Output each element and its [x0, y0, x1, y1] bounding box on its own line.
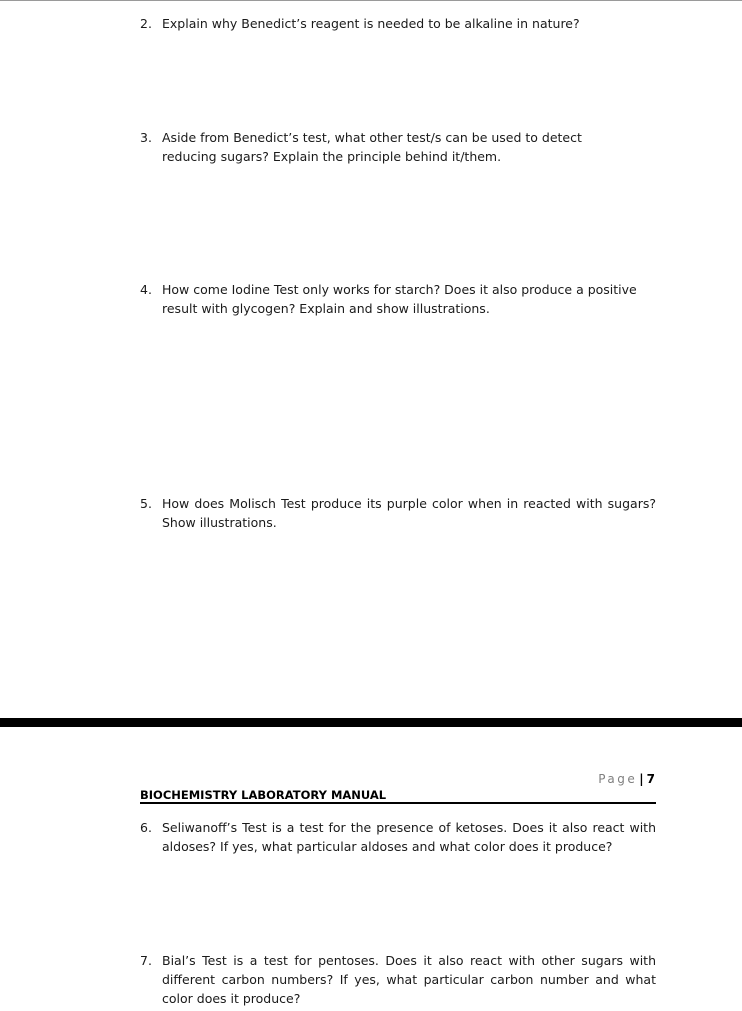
- question-text: How come Iodine Test only works for starch? Does it also produce a positive result with glycogen? Explain and show illustrations.: [162, 282, 637, 316]
- question-text: Seliwanoff’s Test is a test for the presence of ketoses. Does it also react with aldoses? If yes, what particular aldoses and what color does it produce?: [162, 820, 656, 854]
- question-3: [140, 128, 636, 166]
- question-number: 7.: [140, 953, 152, 968]
- question-text: Bial’s Test is a test for pentoses. Does it also react with other sugars with different carbon numbers? If yes, what particular carbon number and what color does it produce?: [162, 953, 656, 1006]
- page-number-label: [598, 772, 655, 786]
- question-number: 6.: [140, 820, 152, 835]
- question-2: [140, 14, 656, 33]
- question-6: [140, 818, 656, 856]
- question-number: 5.: [140, 496, 152, 511]
- question-4: [140, 280, 640, 318]
- page-number: 7: [646, 772, 655, 786]
- question-5: [140, 494, 656, 532]
- top-page-edge: [0, 0, 742, 1]
- question-number: 3.: [140, 130, 152, 145]
- manual-title: BIOCHEMISTRY LABORATORY MANUAL: [140, 788, 387, 802]
- question-text: How does Molisch Test produce its purple color when in reacted with sugars? Show illustrations.: [162, 496, 656, 530]
- page-break-bar: [0, 718, 742, 727]
- page-word: Page: [598, 772, 638, 786]
- page-separator: |: [639, 772, 644, 786]
- question-text: Aside from Benedict’s test, what other test/s can be used to detect reducing sugars? Explain the principle behind it/them.: [162, 130, 582, 164]
- question-number: 4.: [140, 282, 152, 297]
- header-rule: [140, 802, 656, 804]
- question-number: 2.: [140, 16, 152, 31]
- question-text: Explain why Benedict’s reagent is needed to be alkaline in nature?: [162, 16, 580, 31]
- question-7: [140, 951, 656, 1008]
